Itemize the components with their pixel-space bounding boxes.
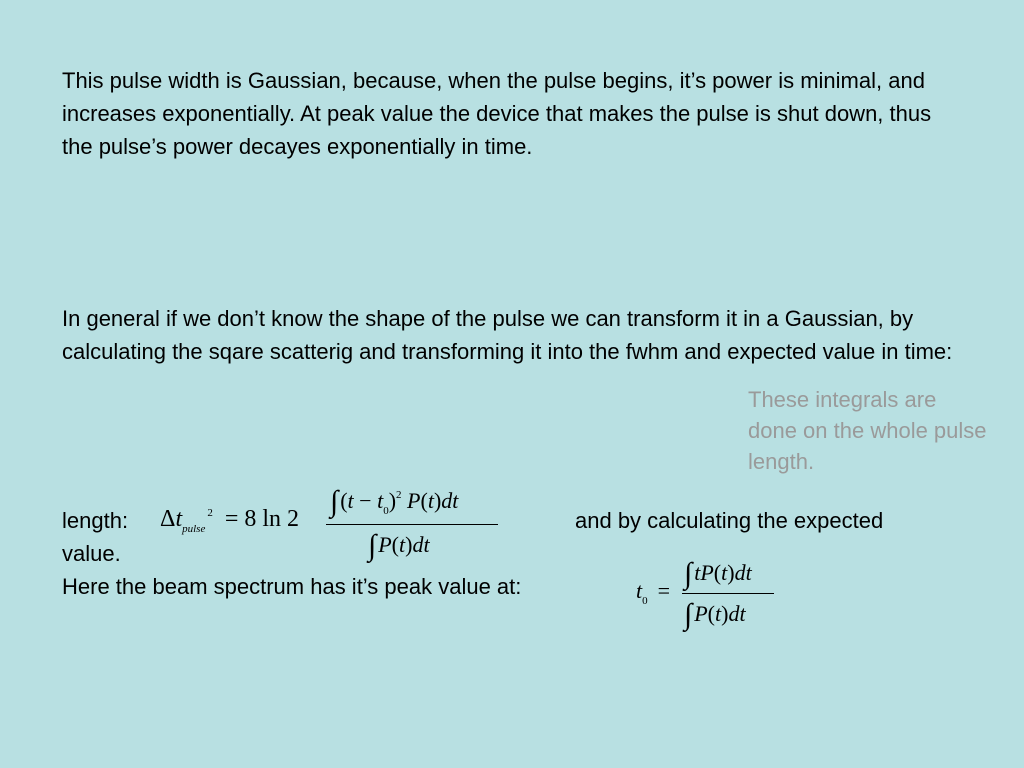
t0-lhs: $t_0$ = [636,578,671,607]
t0-fraction-bar [682,593,774,594]
fraction-bar [326,524,498,525]
length-label: length: [62,508,129,533]
peak-value-text: Here the beam spectrum has it’s peak value at: [62,574,522,599]
formula-denominator: ∫P(t)dt [368,529,430,562]
intro-paragraph: This pulse width is Gaussian, because, when the pulse begins, it’s power is minimal, and increases exponentially. At peak value the device that makes the pulse is shut down, thus the pulse’s power decayes exponentially in time. [62,68,932,159]
general-paragraph: In general if we don’t know the shape of the pulse we can transform it in a Gaussian, by calculating the sqare scatterig and transforming it into the fwhm and expected value in time: [62,306,953,364]
integrals-note: These integrals are done on the whole pulse length. [748,387,987,474]
t0-numerator: ∫tP(t)dt [684,557,752,590]
t0-denominator: ∫P(t)dt [684,598,746,631]
formula-numerator: $\int(t - t_0)^2$ P(t)dt [330,485,459,518]
expected-value-text: and by calculating the expected [575,508,884,533]
formula-lhs: $\Delta t_{pulse}^2 = 8$ ln 2 [160,506,300,535]
value-label: value. [62,541,121,566]
